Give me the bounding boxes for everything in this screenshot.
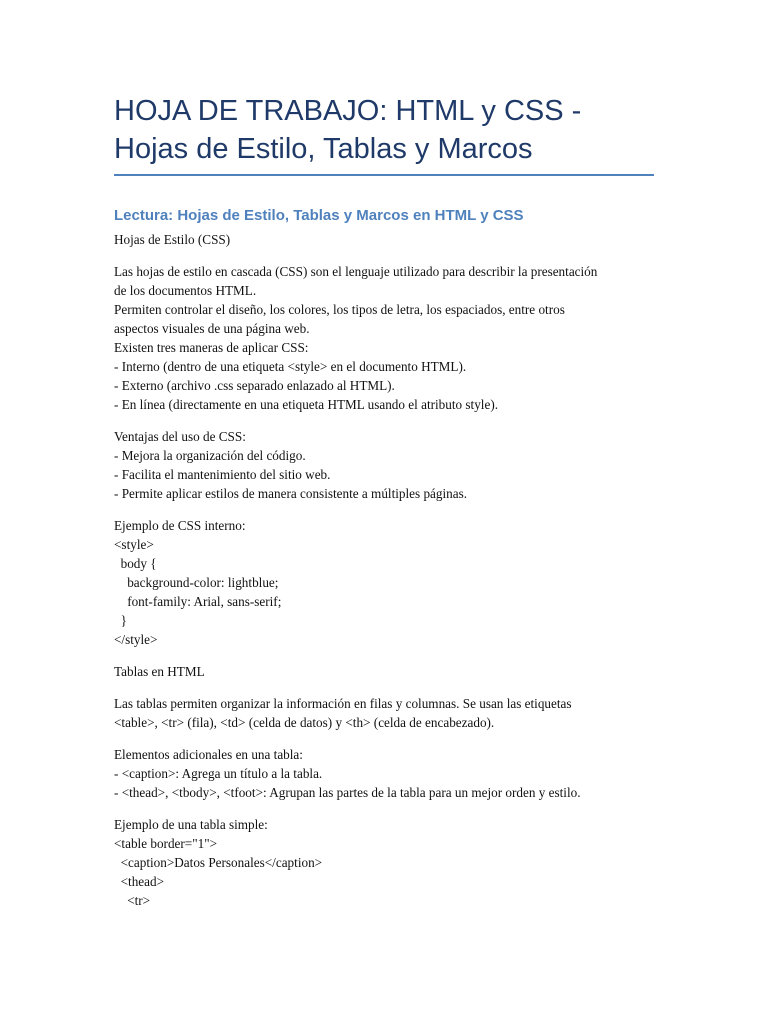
- paragraph-css-intro: Las hojas de estilo en cascada (CSS) son el lenguaje utilizado para describir la presentación de los documentos HTML. Permiten controlar el diseño, los colores, los tipos de letra, los espaciados, entre otros aspectos visuales de una página web. Existen tres maneras de aplicar CSS: - Interno (dentro de una etiqueta <style> en el documento HTML). - Externo (archivo .css separado enlazado al HTML). - En línea (directamente en una etiqueta HTML usando el atributo style).: [114, 264, 598, 412]
- paragraph-table-example: Ejemplo de una tabla simple: <table border="1"> <caption>Datos Personales</caption> <thead> <tr>: [114, 817, 323, 908]
- document-body: [114, 230, 654, 910]
- paragraph-css-heading: Hojas de Estilo (CSS): [114, 232, 231, 247]
- paragraph-tables-heading: Tablas en HTML: [114, 664, 205, 679]
- document-title: HOJA DE TRABAJO: HTML y CSS - Hojas de Estilo, Tablas y Marcos: [114, 92, 654, 176]
- paragraph-css-example: Ejemplo de CSS interno: <style> body { background-color: lightblue; font-family: Arial, sans-serif; } </style>: [114, 518, 282, 647]
- document-page: [114, 92, 654, 923]
- paragraph-css-advantages: Ventajas del uso de CSS: - Mejora la organización del código. - Facilita el mantenimiento del sitio web. - Permite aplicar estilos de manera consistente a múltiples páginas.: [114, 429, 468, 501]
- section-heading: Lectura: Hojas de Estilo, Tablas y Marcos en HTML y CSS: [114, 207, 524, 224]
- paragraph-tables-intro: Las tablas permiten organizar la información en filas y columnas. Se usan las etiquetas <table>, <tr> (fila), <td> (celda de datos) y <th> (celda de encabezado).: [114, 696, 572, 730]
- paragraph-tables-elements: Elementos adicionales en una tabla: - <caption>: Agrega un título a la tabla. - <thead>, <tbody>, <tfoot>: Agrupan las partes de la tabla para un mejor orden y estilo.: [114, 747, 581, 800]
